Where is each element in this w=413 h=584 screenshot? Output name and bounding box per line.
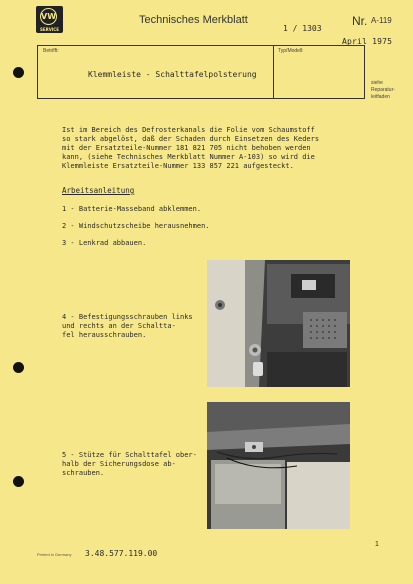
- side-note-line: siehe: [371, 80, 383, 86]
- intro-paragraph: Ist im Bereich des Defrosterkanals die Folie vom Schaumstoff so stark abgelöst, daß der Schaden durch Einsetzen des Keders mit der Ersatzteile-Nummer 181 821 705 nicht behoben werden kann, (siehe Technisches Merkblatt Nummer A-103) so wird die Klemmleiste Ersatzteile-Nummer 133 857 221 aufgesteckt.: [62, 126, 320, 170]
- photo-fusebox-support: [207, 402, 350, 529]
- header-divider: [273, 46, 274, 98]
- instructions-heading: Arbeitsanleitung: [62, 186, 135, 195]
- photo-dashboard-screws: [207, 260, 350, 387]
- type-value: 1 / 1303: [283, 24, 322, 33]
- type-label: Typ/Modell:: [278, 48, 304, 54]
- footer-printed: Printed in Germany: [37, 552, 72, 557]
- step-1: 1 - Batterie-Masseband abklemmen.: [62, 205, 202, 213]
- punch-hole-bottom: [13, 476, 24, 487]
- side-note-line: Reparatur-: [371, 87, 395, 93]
- vw-logo: [36, 6, 63, 33]
- number-label: Nr.: [352, 14, 368, 28]
- document-title: Technisches Merkblatt: [139, 14, 248, 26]
- footer-number: 3.48.577.119.00: [85, 549, 158, 558]
- photo-dashboard-screws-image: [207, 260, 350, 387]
- step-5: 5 - Stütze für Schalttafel ober- halb der Sicherungsdose ab- schrauben.: [62, 451, 197, 477]
- page-number: 1: [375, 541, 379, 548]
- punch-hole-top: [13, 67, 24, 78]
- step-4: 4 - Befestigungsschrauben links und rechts an der Schaltta- fel herausschrauben.: [62, 313, 193, 339]
- subject-value: Klemmleiste - Schalttafelpolsterung: [88, 70, 257, 79]
- vw-logo-emblem: VW: [40, 8, 57, 25]
- step-3: 3 - Lenkrad abbauen.: [62, 239, 147, 247]
- photo-fusebox-support-image: [207, 402, 350, 529]
- number-value: A-119: [371, 16, 392, 25]
- step-2: 2 - Windschutzscheibe herausnehmen.: [62, 222, 210, 230]
- header-box: [37, 45, 365, 99]
- subject-label: Betrifft:: [43, 48, 59, 54]
- punch-hole-middle: [13, 362, 24, 373]
- vw-logo-service-text: SERVICE: [40, 27, 59, 32]
- document-date: April 1975: [342, 37, 393, 46]
- side-note: [371, 80, 395, 101]
- side-note-line: leitfaden: [371, 94, 390, 100]
